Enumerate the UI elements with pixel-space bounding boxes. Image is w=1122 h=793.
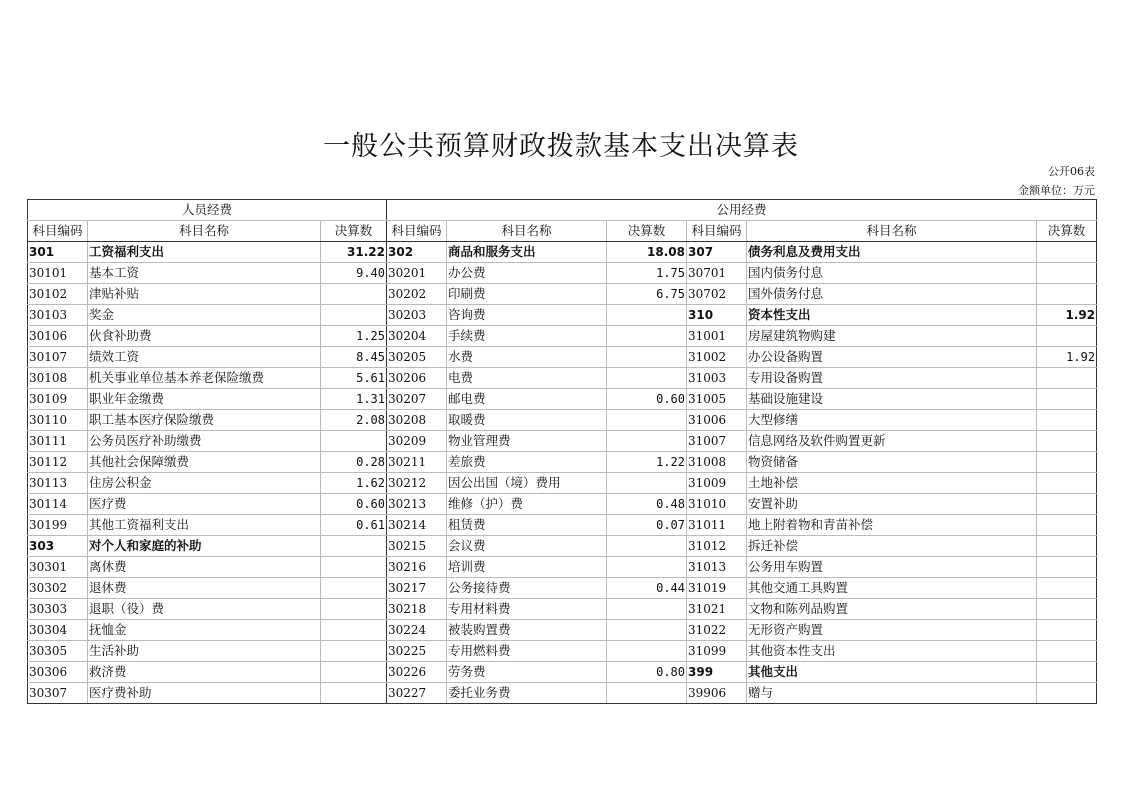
- name-cell: 培训费: [447, 557, 607, 578]
- table-row: [28, 305, 1097, 326]
- amount-cell: [1037, 494, 1097, 515]
- amount-cell: 1.75: [607, 263, 687, 284]
- table-row: [28, 683, 1097, 704]
- code-cell: 310: [687, 305, 747, 326]
- name-cell: 债务利息及费用支出: [747, 242, 1037, 263]
- amount-cell: [607, 683, 687, 704]
- amount-cell: [1037, 389, 1097, 410]
- name-cell: 其他社会保障缴费: [88, 452, 321, 473]
- amount-cell: [607, 431, 687, 452]
- code-cell: 30301: [28, 557, 88, 578]
- code-cell: 31006: [687, 410, 747, 431]
- name-cell: 租赁费: [447, 515, 607, 536]
- name-cell: 办公费: [447, 263, 607, 284]
- name-cell: 信息网络及软件购置更新: [747, 431, 1037, 452]
- amount-cell: [321, 536, 387, 557]
- name-cell: 房屋建筑物购建: [747, 326, 1037, 347]
- code-cell: 31003: [687, 368, 747, 389]
- amount-cell: 2.08: [321, 410, 387, 431]
- code-cell: 30213: [387, 494, 447, 515]
- name-cell: 办公设备购置: [747, 347, 1037, 368]
- code-cell: 301: [28, 242, 88, 263]
- code-cell: 39906: [687, 683, 747, 704]
- code-cell: 30112: [28, 452, 88, 473]
- amount-cell: [321, 599, 387, 620]
- code-cell: 30114: [28, 494, 88, 515]
- amount-cell: [1037, 431, 1097, 452]
- name-cell: 水费: [447, 347, 607, 368]
- code-cell: 30307: [28, 683, 88, 704]
- amount-cell: [1037, 536, 1097, 557]
- name-cell: 安置补助: [747, 494, 1037, 515]
- table-row: [28, 368, 1097, 389]
- table-row: [28, 662, 1097, 683]
- code-cell: 30304: [28, 620, 88, 641]
- amount-cell: [321, 431, 387, 452]
- table-row: [28, 536, 1097, 557]
- amount-cell: 0.07: [607, 515, 687, 536]
- code-cell: 31011: [687, 515, 747, 536]
- amount-cell: 0.60: [607, 389, 687, 410]
- code-cell: 30217: [387, 578, 447, 599]
- name-cell: 职工基本医疗保险缴费: [88, 410, 321, 431]
- code-cell: 30106: [28, 326, 88, 347]
- code-cell: 30207: [387, 389, 447, 410]
- amount-cell: 1.92: [1037, 347, 1097, 368]
- col-code-1: 科目编码: [28, 221, 88, 242]
- name-cell: 物业管理费: [447, 431, 607, 452]
- code-cell: 31002: [687, 347, 747, 368]
- name-cell: 专用燃料费: [447, 641, 607, 662]
- code-cell: 31012: [687, 536, 747, 557]
- name-cell: 其他资本性支出: [747, 641, 1037, 662]
- name-cell: 救济费: [88, 662, 321, 683]
- col-code-2: 科目编码: [387, 221, 447, 242]
- table-row: [28, 620, 1097, 641]
- amount-cell: [607, 620, 687, 641]
- amount-cell: [1037, 662, 1097, 683]
- name-cell: 委托业务费: [447, 683, 607, 704]
- amount-cell: 0.44: [607, 578, 687, 599]
- amount-cell: [321, 557, 387, 578]
- amount-cell: 8.45: [321, 347, 387, 368]
- name-cell: 基本工资: [88, 263, 321, 284]
- amount-cell: 1.25: [321, 326, 387, 347]
- name-cell: 电费: [447, 368, 607, 389]
- table-row: [28, 473, 1097, 494]
- name-cell: 文物和陈列品购置: [747, 599, 1037, 620]
- code-cell: 30225: [387, 641, 447, 662]
- amount-cell: [1037, 578, 1097, 599]
- amount-cell: [1037, 326, 1097, 347]
- amount-cell: [607, 347, 687, 368]
- amount-cell: [607, 599, 687, 620]
- amount-cell: [1037, 410, 1097, 431]
- amount-cell: 18.08: [607, 242, 687, 263]
- code-cell: 30199: [28, 515, 88, 536]
- code-cell: 30306: [28, 662, 88, 683]
- name-cell: 工资福利支出: [88, 242, 321, 263]
- code-cell: 30101: [28, 263, 88, 284]
- code-cell: 30302: [28, 578, 88, 599]
- code-cell: 399: [687, 662, 747, 683]
- amount-cell: 0.48: [607, 494, 687, 515]
- code-cell: 30226: [387, 662, 447, 683]
- code-cell: 30214: [387, 515, 447, 536]
- name-cell: 公务用车购置: [747, 557, 1037, 578]
- amount-cell: [1037, 242, 1097, 263]
- amount-cell: [321, 578, 387, 599]
- table-row: [28, 284, 1097, 305]
- name-cell: 职业年金缴费: [88, 389, 321, 410]
- code-cell: 31019: [687, 578, 747, 599]
- col-name-3: 科目名称: [747, 221, 1037, 242]
- name-cell: 抚恤金: [88, 620, 321, 641]
- expenditure-table: [27, 199, 1097, 704]
- amount-cell: [607, 536, 687, 557]
- amount-cell: 5.61: [321, 368, 387, 389]
- code-cell: 30211: [387, 452, 447, 473]
- name-cell: 因公出国（境）费用: [447, 473, 607, 494]
- group-header-row: [28, 200, 1097, 221]
- table-row: [28, 557, 1097, 578]
- name-cell: 邮电费: [447, 389, 607, 410]
- name-cell: 无形资产购置: [747, 620, 1037, 641]
- name-cell: 对个人和家庭的补助: [88, 536, 321, 557]
- amount-cell: 31.22: [321, 242, 387, 263]
- table-row: [28, 263, 1097, 284]
- amount-cell: [607, 410, 687, 431]
- code-cell: 30224: [387, 620, 447, 641]
- form-number: 公开06表: [1048, 165, 1095, 178]
- group-public: 公用经费: [387, 200, 1097, 221]
- code-cell: 31021: [687, 599, 747, 620]
- table-row: [28, 599, 1097, 620]
- table-row: [28, 410, 1097, 431]
- code-cell: 31013: [687, 557, 747, 578]
- code-cell: 30102: [28, 284, 88, 305]
- table-row: [28, 431, 1097, 452]
- page-title: 一般公共预算财政拨款基本支出决算表: [323, 131, 799, 162]
- table-row: [28, 515, 1097, 536]
- table-row: [28, 452, 1097, 473]
- amount-cell: [1037, 473, 1097, 494]
- name-cell: 取暖费: [447, 410, 607, 431]
- amount-cell: [1037, 683, 1097, 704]
- name-cell: 物资储备: [747, 452, 1037, 473]
- name-cell: 国内债务付息: [747, 263, 1037, 284]
- table-row: [28, 578, 1097, 599]
- amount-cell: [1037, 599, 1097, 620]
- col-amount-3: 决算数: [1037, 221, 1097, 242]
- name-cell: 国外债务付息: [747, 284, 1037, 305]
- col-amount-2: 决算数: [607, 221, 687, 242]
- code-cell: 30305: [28, 641, 88, 662]
- code-cell: 30206: [387, 368, 447, 389]
- name-cell: 拆迁补偿: [747, 536, 1037, 557]
- name-cell: 赠与: [747, 683, 1037, 704]
- name-cell: 其他交通工具购置: [747, 578, 1037, 599]
- name-cell: 医疗费: [88, 494, 321, 515]
- amount-cell: [321, 641, 387, 662]
- code-cell: 30702: [687, 284, 747, 305]
- amount-cell: [1037, 263, 1097, 284]
- amount-cell: [321, 683, 387, 704]
- amount-cell: [321, 620, 387, 641]
- name-cell: 其他支出: [747, 662, 1037, 683]
- amount-cell: [607, 473, 687, 494]
- name-cell: 资本性支出: [747, 305, 1037, 326]
- code-cell: 30209: [387, 431, 447, 452]
- amount-cell: [607, 326, 687, 347]
- code-cell: 30218: [387, 599, 447, 620]
- name-cell: 劳务费: [447, 662, 607, 683]
- name-cell: 公务员医疗补助缴费: [88, 431, 321, 452]
- code-cell: 30215: [387, 536, 447, 557]
- code-cell: 31005: [687, 389, 747, 410]
- code-cell: 31007: [687, 431, 747, 452]
- name-cell: 离休费: [88, 557, 321, 578]
- name-cell: 基础设施建设: [747, 389, 1037, 410]
- name-cell: 公务接待费: [447, 578, 607, 599]
- amount-cell: [321, 305, 387, 326]
- amount-cell: 1.92: [1037, 305, 1097, 326]
- code-cell: 30204: [387, 326, 447, 347]
- amount-cell: 0.61: [321, 515, 387, 536]
- code-cell: 30205: [387, 347, 447, 368]
- code-cell: 307: [687, 242, 747, 263]
- amount-cell: [1037, 515, 1097, 536]
- table-row: [28, 347, 1097, 368]
- code-cell: 30111: [28, 431, 88, 452]
- name-cell: 绩效工资: [88, 347, 321, 368]
- code-cell: 30107: [28, 347, 88, 368]
- name-cell: 伙食补助费: [88, 326, 321, 347]
- column-header-row: [28, 221, 1097, 242]
- code-cell: 30108: [28, 368, 88, 389]
- unit-label: 金额单位：万元: [1018, 184, 1095, 197]
- table-row: [28, 326, 1097, 347]
- amount-cell: [1037, 620, 1097, 641]
- amount-cell: [1037, 557, 1097, 578]
- name-cell: 退职（役）费: [88, 599, 321, 620]
- code-cell: 30303: [28, 599, 88, 620]
- name-cell: 维修（护）费: [447, 494, 607, 515]
- code-cell: 30227: [387, 683, 447, 704]
- group-personnel: 人员经费: [28, 200, 387, 221]
- name-cell: 手续费: [447, 326, 607, 347]
- name-cell: 机关事业单位基本养老保险缴费: [88, 368, 321, 389]
- amount-cell: [607, 368, 687, 389]
- amount-cell: 0.28: [321, 452, 387, 473]
- code-cell: 31001: [687, 326, 747, 347]
- amount-cell: 0.60: [321, 494, 387, 515]
- amount-cell: 1.31: [321, 389, 387, 410]
- code-cell: 31099: [687, 641, 747, 662]
- name-cell: 咨询费: [447, 305, 607, 326]
- amount-cell: [1037, 452, 1097, 473]
- code-cell: 31009: [687, 473, 747, 494]
- name-cell: 专用材料费: [447, 599, 607, 620]
- code-cell: 30103: [28, 305, 88, 326]
- code-cell: 30110: [28, 410, 88, 431]
- col-name-1: 科目名称: [88, 221, 321, 242]
- col-amount-1: 决算数: [321, 221, 387, 242]
- amount-cell: 1.22: [607, 452, 687, 473]
- amount-cell: 9.40: [321, 263, 387, 284]
- amount-cell: [607, 641, 687, 662]
- name-cell: 生活补助: [88, 641, 321, 662]
- code-cell: 303: [28, 536, 88, 557]
- code-cell: 30109: [28, 389, 88, 410]
- table-row: [28, 494, 1097, 515]
- amount-cell: [1037, 641, 1097, 662]
- code-cell: 30701: [687, 263, 747, 284]
- amount-cell: [607, 557, 687, 578]
- code-cell: 30216: [387, 557, 447, 578]
- name-cell: 差旅费: [447, 452, 607, 473]
- name-cell: 奖金: [88, 305, 321, 326]
- amount-cell: 6.75: [607, 284, 687, 305]
- table-row: [28, 641, 1097, 662]
- name-cell: 津贴补贴: [88, 284, 321, 305]
- code-cell: 30212: [387, 473, 447, 494]
- name-cell: 其他工资福利支出: [88, 515, 321, 536]
- name-cell: 医疗费补助: [88, 683, 321, 704]
- code-cell: 30201: [387, 263, 447, 284]
- code-cell: 302: [387, 242, 447, 263]
- code-cell: 31008: [687, 452, 747, 473]
- name-cell: 被装购置费: [447, 620, 607, 641]
- name-cell: 地上附着物和青苗补偿: [747, 515, 1037, 536]
- name-cell: 退休费: [88, 578, 321, 599]
- code-cell: 31022: [687, 620, 747, 641]
- name-cell: 大型修缮: [747, 410, 1037, 431]
- amount-cell: [1037, 368, 1097, 389]
- col-code-3: 科目编码: [687, 221, 747, 242]
- amount-cell: 0.80: [607, 662, 687, 683]
- code-cell: 30113: [28, 473, 88, 494]
- code-cell: 30202: [387, 284, 447, 305]
- code-cell: 31010: [687, 494, 747, 515]
- name-cell: 住房公积金: [88, 473, 321, 494]
- amount-cell: [321, 662, 387, 683]
- amount-cell: 1.62: [321, 473, 387, 494]
- name-cell: 商品和服务支出: [447, 242, 607, 263]
- name-cell: 土地补偿: [747, 473, 1037, 494]
- code-cell: 30208: [387, 410, 447, 431]
- table-row: [28, 389, 1097, 410]
- code-cell: 30203: [387, 305, 447, 326]
- amount-cell: [607, 305, 687, 326]
- amount-cell: [1037, 284, 1097, 305]
- name-cell: 专用设备购置: [747, 368, 1037, 389]
- name-cell: 印刷费: [447, 284, 607, 305]
- col-name-2: 科目名称: [447, 221, 607, 242]
- table-row: [28, 242, 1097, 263]
- name-cell: 会议费: [447, 536, 607, 557]
- amount-cell: [321, 284, 387, 305]
